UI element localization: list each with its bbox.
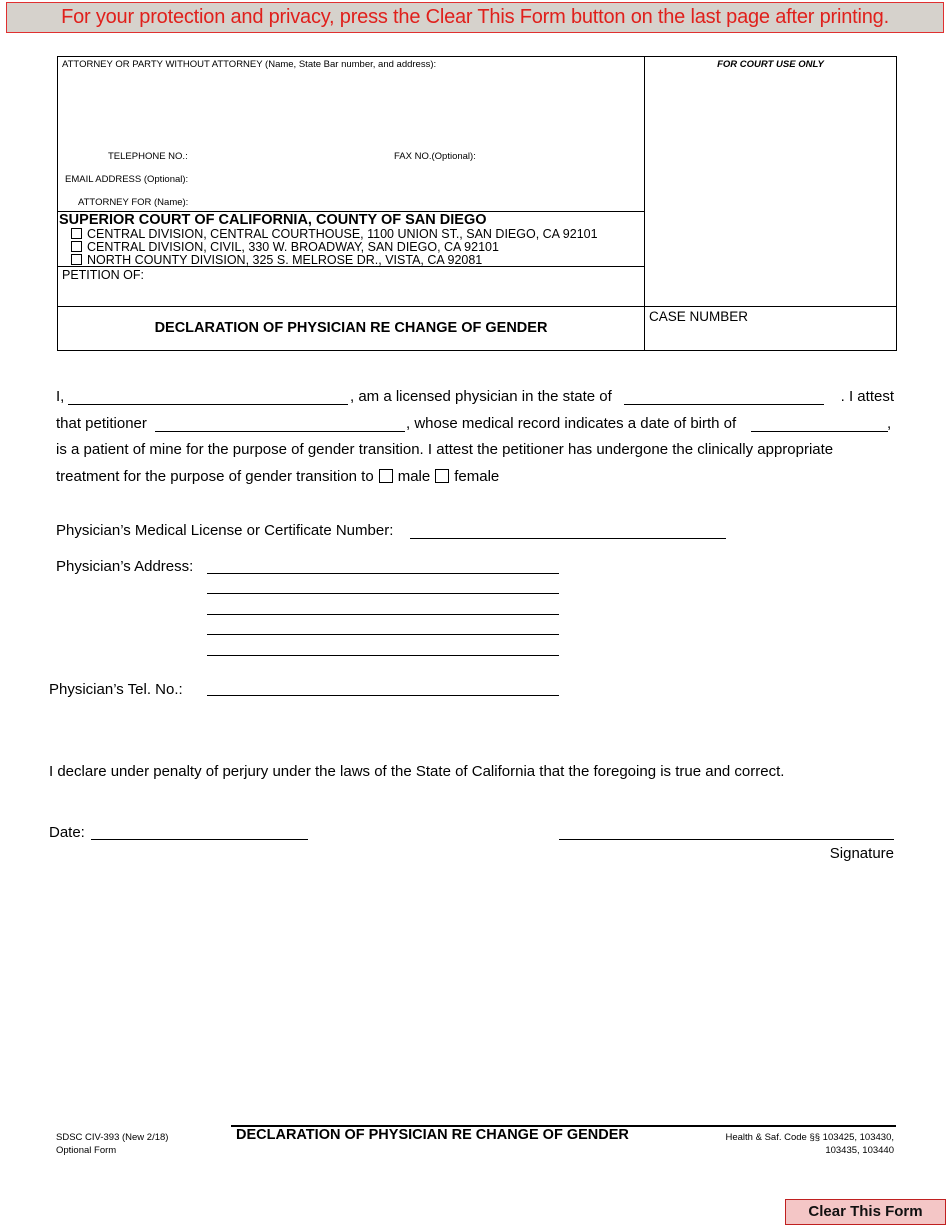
address-line-2[interactable]	[207, 593, 559, 594]
decl-i: I,	[56, 388, 65, 405]
decl-petitioner: that petitioner	[56, 415, 147, 432]
physician-name-field[interactable]	[68, 404, 348, 405]
attorney-for-label: ATTORNEY FOR (Name):	[78, 197, 189, 208]
date-label: Date:	[49, 824, 85, 841]
signature-line[interactable]	[559, 839, 894, 840]
privacy-banner: For your protection and privacy, press the Clear This Form button on the last page after printing.	[6, 2, 944, 33]
division-option[interactable]: CENTRAL DIVISION, CIVIL, 330 W. BROADWAY, SAN DIEGO, CA 92101	[71, 240, 499, 254]
footer-title: DECLARATION OF PHYSICIAN RE CHANGE OF GENDER	[236, 1127, 629, 1143]
checkbox-icon[interactable]	[71, 228, 82, 239]
court-use-label: FOR COURT USE ONLY	[717, 59, 824, 70]
decl-treatment: treatment for the purpose of gender transition to male female	[56, 468, 500, 485]
footer-code-2: 103435, 103440	[825, 1145, 894, 1156]
perjury-statement: I declare under penalty of perjury under the laws of the State of California that the foregoing is true and correct.	[49, 763, 785, 780]
attorney-label: ATTORNEY OR PARTY WITHOUT ATTORNEY (Name, State Bar number, and address):	[62, 59, 437, 70]
court-name: SUPERIOR COURT OF CALIFORNIA, COUNTY OF SAN DIEGO	[59, 212, 487, 228]
case-number-label: CASE NUMBER	[649, 309, 749, 324]
male-checkbox[interactable]	[379, 469, 393, 483]
address-line-5[interactable]	[207, 655, 559, 656]
address-line-1[interactable]	[207, 573, 559, 574]
form-title: DECLARATION OF PHYSICIAN RE CHANGE OF GENDER	[154, 320, 548, 336]
checkbox-icon[interactable]	[71, 241, 82, 252]
license-field[interactable]	[410, 538, 726, 539]
signature-label: Signature	[829, 845, 894, 862]
tel-field[interactable]	[207, 695, 559, 696]
footer-code-1: Health & Saf. Code §§ 103425, 103430,	[725, 1132, 894, 1143]
decl-licensed: , am a licensed physician in the state of	[350, 388, 612, 405]
attorney-info-field[interactable]	[60, 72, 640, 144]
female-checkbox[interactable]	[435, 469, 449, 483]
division-option[interactable]: CENTRAL DIVISION, CENTRAL COURTHOUSE, 1100 UNION ST., SAN DIEGO, CA 92101	[71, 227, 598, 241]
telephone-label: TELEPHONE NO.:	[108, 151, 188, 162]
date-field[interactable]	[91, 839, 308, 840]
fax-label: FAX NO.(Optional):	[394, 151, 476, 162]
tel-label: Physician’s Tel. No.:	[49, 681, 183, 698]
petitioner-field[interactable]	[155, 431, 405, 432]
email-label: EMAIL ADDRESS (Optional):	[65, 174, 189, 185]
footer-optional: Optional Form	[56, 1145, 117, 1156]
address-line-3[interactable]	[207, 614, 559, 615]
address-label: Physician’s Address:	[56, 558, 194, 575]
decl-attest: . I attest	[840, 388, 894, 405]
date-of-birth-field[interactable]	[751, 431, 888, 432]
decl-patient: is a patient of mine for the purpose of gender transition. I attest the petitioner has undergone the clinically appropriate	[56, 441, 834, 458]
checkbox-icon[interactable]	[71, 254, 82, 265]
decl-comma: ,	[887, 415, 892, 432]
state-field[interactable]	[624, 404, 824, 405]
division-option[interactable]: NORTH COUNTY DIVISION, 325 S. MELROSE DR., VISTA, CA 92081	[71, 253, 482, 267]
header-divider-title	[57, 306, 897, 307]
clear-form-button[interactable]: Clear This Form	[785, 1199, 946, 1225]
footer-form-number: SDSC CIV-393 (New 2/18)	[56, 1132, 169, 1143]
license-label: Physician’s Medical License or Certificate Number:	[56, 522, 394, 539]
decl-medical-record: , whose medical record indicates a date of birth of	[406, 415, 737, 432]
petition-label: PETITION OF:	[62, 268, 144, 282]
address-line-4[interactable]	[207, 634, 559, 635]
